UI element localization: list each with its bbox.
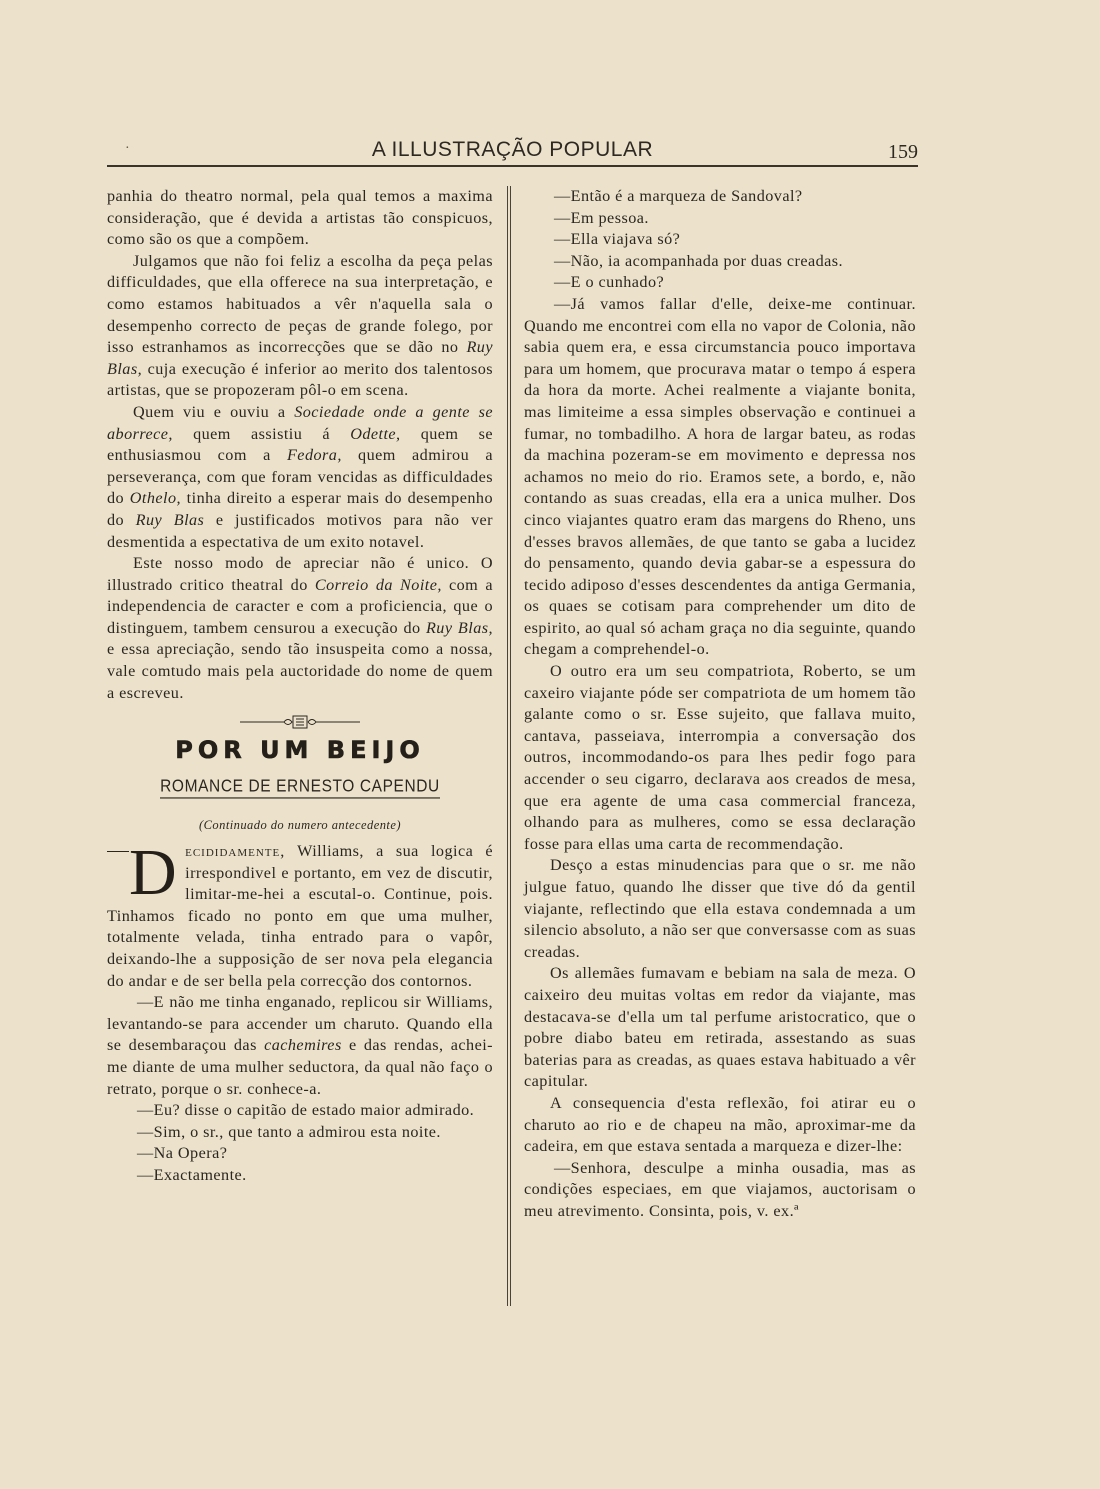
paragraph: Os allemães fumavam e bebiam na sala de meza. O caixeiro deu muitas voltas em redor da viajante, mas destacava-se d'ella um tal perfume aristocratico, que o pobre diabo bateu em retirada, assestando as suas baterias para as creadas, as quaes estava habituado a vêr capitular. (524, 964, 916, 1091)
paragraph: A consequencia d'esta reflexão, foi atirar eu o charuto ao rio e de chapeu na mão, aproximar-me da cadeira, em que estava sentada a marqueza e dizer-lhe: (524, 1093, 916, 1156)
story-title: POR UM BEIJO (175, 736, 425, 765)
continuation-note: (Continuado do numero antecedente) (199, 818, 401, 833)
paragraph: —Então é a marqueza de Sandoval? (554, 187, 803, 205)
header-dot: · (125, 141, 130, 156)
paragraph: —Eu? disse o capitão de estado maior admirado. (137, 1101, 475, 1120)
column-divider (507, 186, 511, 1306)
paragraph: —Já vamos fallar d'elle, deixe-me continuar. Quando me encontrei com ella no vapor de Colonia, não sabia quem era, e essa circumstancia pouco importava para um homem, que procurava matar o tempo á espera da hora da morte. Achei realmente a viajante bonita, mas limiteime a essa simples observação e continuei a fumar, no tombadilho. A hora de largar bateu, as rodas da machina pozeram-se em movimento e depressa nos achamos no meio do rio. Eramos sete, a bordo, e, não contando as suas creadas, ella era a unica mulher. Dos cinco viajantes quatro eram das margens do Rheno, uns d'esses bravos allemães, de que tanto se gaba a lucidez do pensamento, quando devia gabar-se a espessura do tecido adiposo d'esses descendentes da antiga Germania, os quaes se cotisam para comprehender um dito de espirito, ao qual só acham graça no dia seguinte, quando chegam a comprehendel-o. (524, 294, 916, 659)
paragraph: —Senhora, desculpe a minha ousadia, mas as condições especiaes, em que viajamos, auctorisam o meu atrevimento. Consinta, pois, v. ex.ª (524, 1158, 916, 1220)
running-header (107, 138, 918, 164)
play-title: Fedora, (286, 446, 342, 465)
magazine-title: A ILLUSTRAÇÃO POPULAR (371, 138, 654, 161)
paragraph: Desço a estas minudencias para que o sr. me não julgue fatuo, quando lhe disser que tive dó da gentil viajante, reflectindo que ella estava condemnada a um silencio absoluto, a não ser que conversasse com as suas creadas. (524, 856, 916, 961)
drop-cap: D (129, 836, 178, 910)
paragraph: —E o cunhado? (554, 273, 665, 292)
play-title: Ruy Blas, (425, 618, 493, 637)
paragraph: O outro era um seu compatriota, Roberto, se um caxeiro viajante póde ser compatriota de um homem tão galante como o sr. Esse sujeito, que fallava muito, cantava, passeiava, interrompia a conversação dos outros, incommodando-os para lhes pedir fogo para accender o seu cigarro, declarava aos creados de mesa, que era agente de uma casa commercial franceza, olhando para as mulheres, como se essa declaração fosse para ellas uma carta de recommendação. (524, 662, 916, 853)
paragraph: —Em pessoa. (554, 208, 649, 227)
paragraph: —Ella viajava só? (554, 230, 681, 249)
story-subtitle: ROMANCE DE ERNESTO CAPENDU (107, 774, 493, 799)
page-number: 159 (888, 141, 918, 163)
play-title: Sociedade onde a gente se aborrece, (107, 402, 493, 443)
paragraph: —Não, ia acompanhada por duas creadas. (554, 251, 844, 270)
ornament-divider (107, 714, 493, 732)
play-title: Ruy Blas (135, 510, 205, 529)
paragraph: Julgamos que não foi feliz a escolha da peça pelas difficuldades, que ella offerece na sua interpretação, e como estamos habituados a vêr n'aquella sala o desempenho correcto de peças de grande folego, por isso estranhamos as incorrecções que se dão no Ruy Blas, cuja execução é inferior ao merito dos talentosos artistas, que se propozeram pôl-o em scena. (107, 251, 493, 400)
paragraph: Este nosso modo de apreciar não é unico. O illustrado critico theatral do Correio da Noite, com a independencia de caracter e com a proficiencia, que o distinguem, tambem censurou a execução do Ruy Blas, e essa apreciação, sendo tão insuspeita como a nossa, vale comtudo mais pela auctoridade do nome de quem a escreveu. (107, 554, 493, 702)
dialogue-dash (107, 851, 129, 852)
paragraph: Decididamente, Williams, a sua logica é irrespondivel e portanto, em vez de discutir, limitar-me-hei a escutal-o. Continue, pois. Tinhamos ficado no ponto em que uma mulher, totalmente velada, tinha entrado para o vapôr, deixando-lhe a supposição de ser nova pela elegancia do andar e de ser bella pela correcção dos contornos. (107, 836, 493, 990)
paragraph: —E não me tinha enganado, replicou sir Williams, levantando-se para accender um charuto. Quando ella se desembaraçou das cachemires e das rendas, achei-me diante de uma mulher seductora, da qual não faço o retrato, porque o sr. conhece-a. (107, 993, 493, 1098)
paragraph: —Exactamente. (137, 1165, 247, 1184)
paragraph: panhia do theatro normal, pela qual temos a maxima consideração, que é devida a artistas tão conspicuos, como são os que a compõem. (107, 187, 493, 249)
paragraph: —Sim, o sr., que tanto a admirou esta noite. (137, 1122, 441, 1141)
play-title: Othelo, (129, 489, 182, 508)
right-column (524, 186, 916, 1223)
play-title: Odette, (350, 424, 401, 443)
paragraph: —Na Opera? (137, 1144, 228, 1163)
header-rule (107, 165, 918, 167)
left-column (107, 186, 493, 1187)
newspaper-title: Correio da Noite, (314, 575, 442, 594)
play-title: Ruy Blas, (107, 338, 493, 378)
paragraph: Quem viu e ouviu a Sociedade onde a gente se aborrece, quem assistiu á Odette, quem se enthusiasmou com a Fedora, quem admirou a perseverança, com que foram vencidas as difficuldades do Othelo, tinha direito a esperar mais do desempenho do Ruy Blas e justificados motivos para não ver desmentida a espectativa de um exito notavel. (107, 402, 494, 551)
flourish-icon (240, 714, 360, 730)
